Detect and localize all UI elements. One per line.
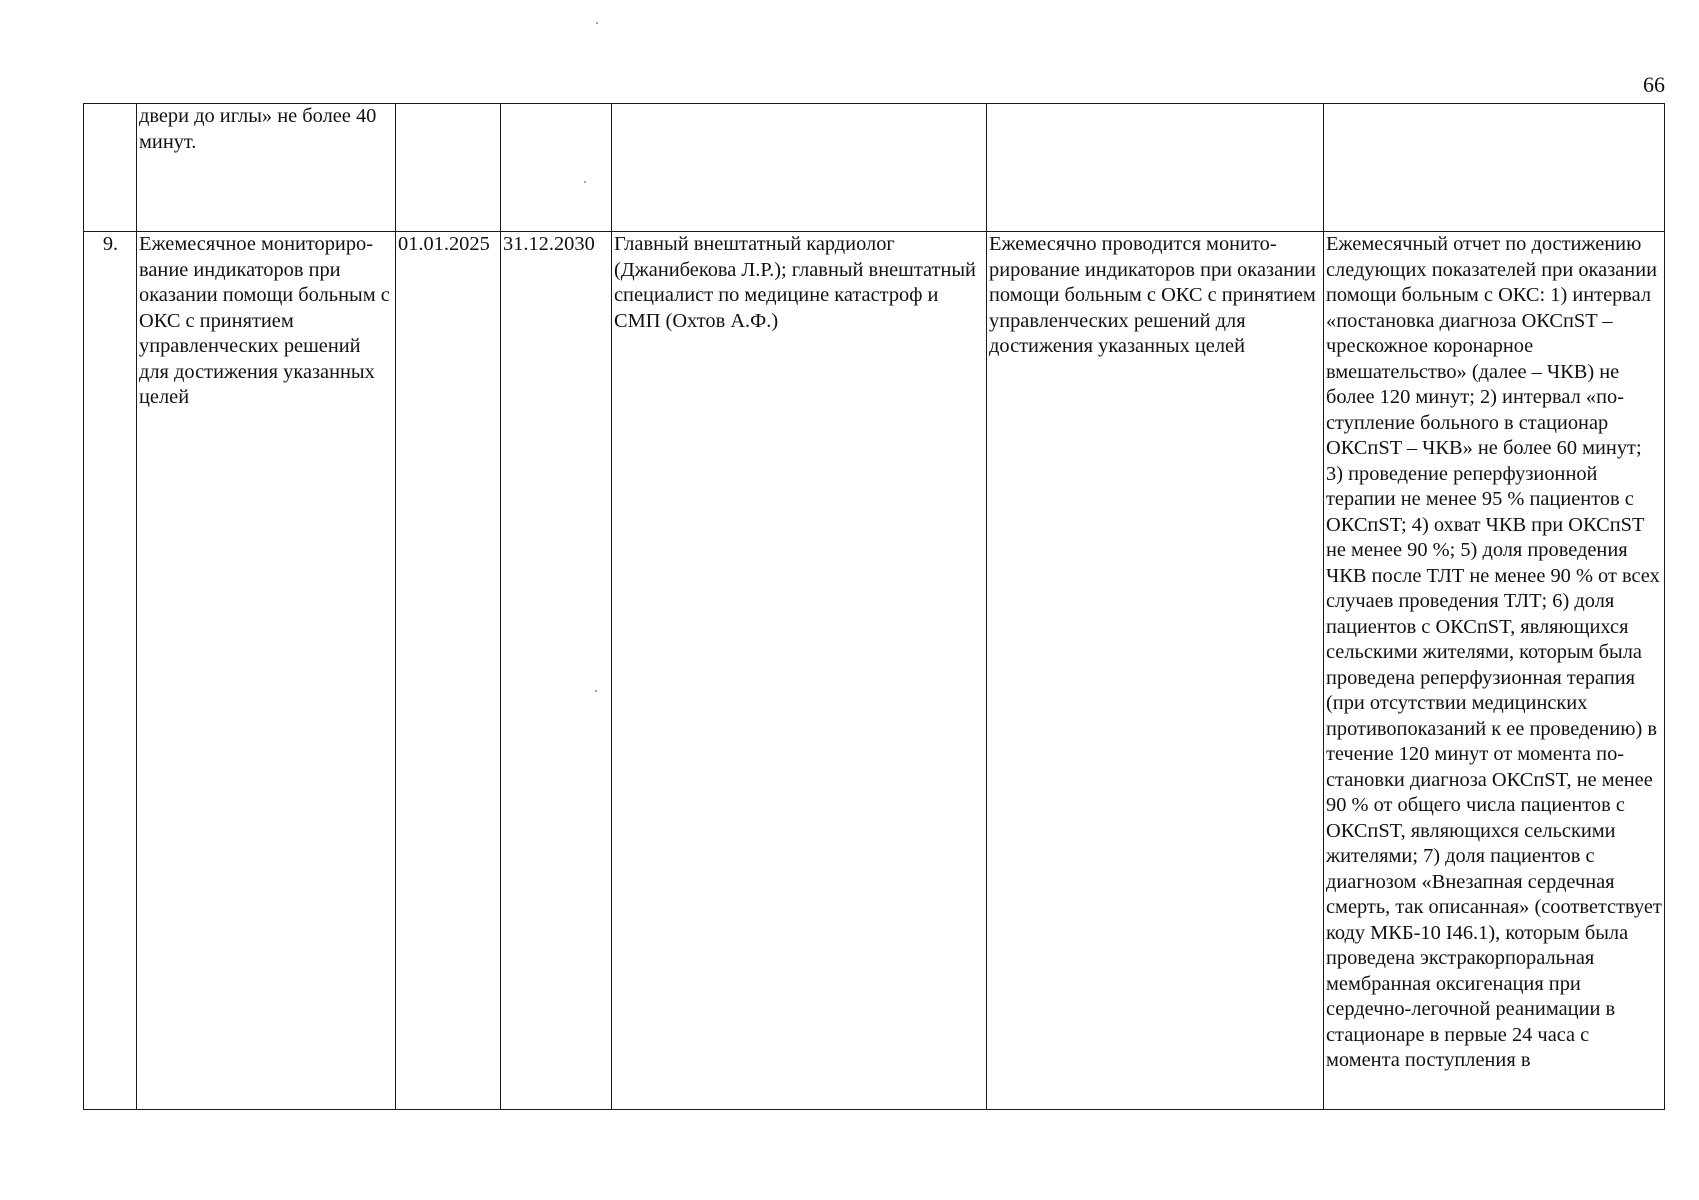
scan-speck — [596, 22, 598, 24]
responsible-cell — [612, 104, 987, 232]
end-date: 31.12.2030 — [503, 233, 595, 255]
activity-text: двери до иглы» не более 40 минут. — [139, 105, 377, 153]
end-date-cell — [501, 232, 612, 1110]
document-table — [83, 103, 1665, 1110]
row-number: 9. — [102, 233, 119, 255]
end-date-cell — [501, 104, 612, 232]
table-row-continuation — [84, 104, 1665, 232]
responsible-text: Главный внештатный кардиолог (Джанибекова Л.Р.); главный внештатный специалист по медицине катастроф и СМП (Охтов А.Ф.) — [614, 233, 976, 332]
description-cell — [987, 232, 1324, 1110]
description-text: Ежемесячно проводится мониторирование индикаторов при оказании помощи больным с ОКС с принятием управленческих решений для достижения указанных целей — [989, 233, 1316, 357]
table-row-9 — [84, 232, 1665, 1110]
description-cell — [987, 104, 1324, 232]
row-number-cell — [84, 104, 137, 232]
result-text: Ежемесячный отчет по достижению следующих показателей при оказании помощи больным с ОКС: 1) интервал «постановка диагноза ОКСпST – чрескожное коронарное вмешательство» (далее – ЧКВ) не более 120 минут; 2) интервал «поступление больного в стационар ОКСпST – ЧКВ» не более 60 минут; 3) проведение реперфузионной терапии не менее 95 % пациентов с ОКСпST; 4) охват ЧКВ при ОКСпST не менее 90 %; 5) доля проведения ЧКВ после ТЛТ не менее 90 % от всех случаев проведения ТЛТ; 6) доля пациентов с ОКСпST, являющихся сельскими жителями, которым была проведена реперфузионная терапия (при отсутствии медицинских противопоказаний к ее проведению) в течение 120 минут от момента постановки диагноза ОКСпST, не менее 90 % от общего числа пациентов с ОКСпST, являющихся сельскими жителями; 7) доля пациентов с диагнозом «Внезапная сердечная смерть, так описанная» (соответствует коду МКБ-10 I46.1), которым была проведена экстракорпоральная мембранная оксигенация при сердечно-легочной реанимации в стационаре в первые 24 часа с момента поступления в — [1326, 233, 1662, 1071]
start-date-cell — [396, 232, 501, 1110]
row-number-cell — [84, 232, 137, 1110]
activity-text: Ежемесячное мониторирование индикаторов при оказании помощи больным с ОКС с принятием управленческих решений для достижения указанных целей — [139, 233, 390, 408]
activity-cell — [137, 232, 396, 1110]
start-date: 01.01.2025 — [398, 233, 490, 255]
result-cell — [1324, 232, 1665, 1110]
responsible-cell — [612, 232, 987, 1110]
result-cell — [1324, 104, 1665, 232]
page-number: 66 — [1643, 72, 1665, 97]
start-date-cell — [396, 104, 501, 232]
activity-cell — [137, 104, 396, 232]
